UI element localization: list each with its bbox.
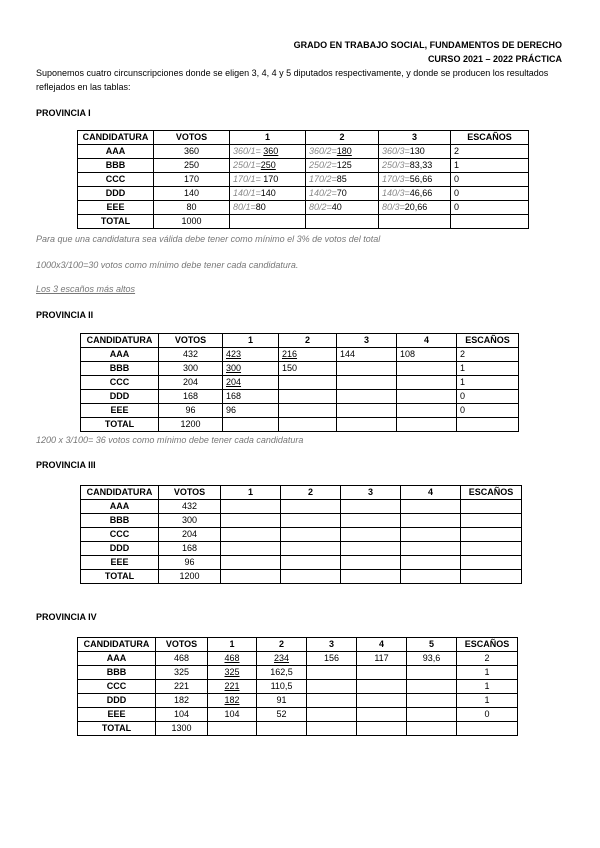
total-label: TOTAL — [81, 418, 159, 432]
divisor-cell: 216 — [279, 348, 337, 362]
col-header: 2 — [306, 131, 379, 145]
seats-cell: 2 — [451, 145, 529, 159]
table-row — [78, 173, 529, 187]
votes-cell: 250 — [154, 159, 230, 173]
seats-cell: 1 — [457, 680, 518, 694]
provincia-1-title: PROVINCIA I — [36, 108, 91, 118]
divisor-cell: 423 — [223, 348, 279, 362]
divisor-cell: 360/3=130 — [379, 145, 451, 159]
provincia-2-table — [80, 333, 519, 432]
divisor-cell: 140/1=140 — [230, 187, 306, 201]
table-row — [81, 390, 519, 404]
seats-cell: 1 — [451, 159, 529, 173]
table-total-row — [78, 722, 518, 736]
candidate-name: DDD — [81, 390, 159, 404]
col-header: 1 — [223, 334, 279, 348]
table-row — [78, 652, 518, 666]
divisor-cell: 325 — [208, 666, 257, 680]
divisor-cell: 250/3=83,33 — [379, 159, 451, 173]
candidate-name: CCC — [81, 528, 159, 542]
votes-cell: 104 — [156, 708, 208, 722]
total-votes: 1200 — [159, 418, 223, 432]
col-header: CANDIDATURA — [78, 638, 156, 652]
seats-cell: 0 — [457, 708, 518, 722]
votes-cell: 300 — [159, 362, 223, 376]
col-header: ESCAÑOS — [457, 334, 519, 348]
total-label: TOTAL — [78, 722, 156, 736]
col-header: 4 — [401, 486, 461, 500]
divisor-cell: 170/1= 170 — [230, 173, 306, 187]
col-header: CANDIDATURA — [81, 486, 159, 500]
votes-cell: 204 — [159, 376, 223, 390]
votes-cell: 325 — [156, 666, 208, 680]
divisor-cell — [397, 390, 457, 404]
divisor-cell: 360/2=180 — [306, 145, 379, 159]
total-votes: 1200 — [159, 570, 221, 584]
header-course-title: GRADO EN TRABAJO SOCIAL, FUNDAMENTOS DE DERECHO — [293, 40, 562, 50]
divisor-cell: 468 — [208, 652, 257, 666]
table-row — [78, 694, 518, 708]
divisor-cell — [337, 376, 397, 390]
divisor-cell: 80/2=40 — [306, 201, 379, 215]
divisor-cell: 93,6 — [407, 652, 457, 666]
header-course-year: CURSO 2021 – 2022 PRÁCTICA — [427, 54, 562, 64]
divisor-cell: 300 — [223, 362, 279, 376]
intro-paragraph: Suponemos cuatro circunscripciones donde se eligen 3, 4, 4 y 5 diputados respectivamente, y donde se producen los resultados reflejados en las tablas: — [36, 68, 549, 92]
divisor-cell: 170/3=56,66 — [379, 173, 451, 187]
seats-cell: 2 — [457, 652, 518, 666]
total-label: TOTAL — [81, 570, 159, 584]
votes-cell: 168 — [159, 390, 223, 404]
divisor-cell — [357, 694, 407, 708]
divisor-cell: 162,5 — [257, 666, 307, 680]
candidate-name: EEE — [81, 556, 159, 570]
total-votes: 1000 — [154, 215, 230, 229]
divisor-cell: 80/1=80 — [230, 201, 306, 215]
divisor-cell — [279, 404, 337, 418]
table-row — [78, 201, 529, 215]
divisor-cell — [337, 404, 397, 418]
candidate-name: BBB — [78, 159, 154, 173]
divisor-cell: 80/3=20,66 — [379, 201, 451, 215]
candidate-name: BBB — [78, 666, 156, 680]
seats-cell: 0 — [451, 201, 529, 215]
table-total-row — [81, 418, 519, 432]
candidate-name: EEE — [78, 201, 154, 215]
total-votes: 1300 — [156, 722, 208, 736]
col-header: VOTOS — [159, 334, 223, 348]
seats-cell: 1 — [457, 694, 518, 708]
divisor-cell: 104 — [208, 708, 257, 722]
provincia-4-table — [77, 637, 518, 736]
votes-cell: 140 — [154, 187, 230, 201]
table-row — [78, 680, 518, 694]
divisor-cell: 168 — [223, 390, 279, 404]
table-row — [78, 666, 518, 680]
document-header — [294, 38, 562, 66]
votes-cell: 168 — [159, 542, 221, 556]
divisor-cell: 52 — [257, 708, 307, 722]
seats-cell: 0 — [451, 173, 529, 187]
divisor-cell — [337, 362, 397, 376]
col-header: ESCAÑOS — [451, 131, 529, 145]
col-header: 5 — [407, 638, 457, 652]
col-header: VOTOS — [156, 638, 208, 652]
candidate-name: DDD — [81, 542, 159, 556]
col-header: 1 — [230, 131, 306, 145]
provincia-1-table — [77, 130, 529, 229]
divisor-cell: 140/2=70 — [306, 187, 379, 201]
votes-cell: 468 — [156, 652, 208, 666]
col-header: 4 — [397, 334, 457, 348]
divisor-cell: 140/3=46,66 — [379, 187, 451, 201]
divisor-cell — [407, 666, 457, 680]
col-header: 2 — [279, 334, 337, 348]
candidate-name: CCC — [78, 173, 154, 187]
note-highest-seats: Los 3 escaños más altos — [36, 284, 136, 294]
candidate-name: DDD — [78, 187, 154, 201]
col-header: CANDIDATURA — [78, 131, 154, 145]
divisor-cell: 250/2=125 — [306, 159, 379, 173]
col-header: 3 — [379, 131, 451, 145]
divisor-cell — [397, 376, 457, 390]
divisor-cell: 360/1= 360 — [230, 145, 306, 159]
table-row — [81, 542, 522, 556]
col-header: 2 — [257, 638, 307, 652]
table-row — [81, 376, 519, 390]
candidate-name: AAA — [81, 348, 159, 362]
table-row — [81, 528, 522, 542]
divisor-cell — [307, 708, 357, 722]
col-header: 3 — [307, 638, 357, 652]
votes-cell: 221 — [156, 680, 208, 694]
votes-cell: 300 — [159, 514, 221, 528]
table-header-row — [78, 638, 518, 652]
table-total-row — [78, 215, 529, 229]
provincia-3-title: PROVINCIA III — [36, 460, 96, 470]
seats-cell: 0 — [457, 390, 519, 404]
divisor-cell — [279, 376, 337, 390]
divisor-cell — [407, 708, 457, 722]
provincia-4-title: PROVINCIA IV — [36, 612, 97, 622]
votes-cell: 80 — [154, 201, 230, 215]
votes-cell: 170 — [154, 173, 230, 187]
table-header-row — [81, 486, 522, 500]
table-row — [81, 556, 522, 570]
candidate-name: AAA — [78, 652, 156, 666]
candidate-name: BBB — [81, 514, 159, 528]
col-header: 3 — [337, 334, 397, 348]
divisor-cell: 182 — [208, 694, 257, 708]
note-minimum-votes: 1000x3/100=30 votos como mínimo debe tener cada candidatura. — [36, 260, 299, 270]
col-header: VOTOS — [154, 131, 230, 145]
col-header: VOTOS — [159, 486, 221, 500]
divisor-cell: 250/1=250 — [230, 159, 306, 173]
table-total-row — [81, 570, 522, 584]
divisor-cell — [357, 708, 407, 722]
seats-cell: 1 — [457, 362, 519, 376]
seats-cell: 0 — [457, 404, 519, 418]
candidate-name: BBB — [81, 362, 159, 376]
divisor-cell — [397, 362, 457, 376]
col-header: 2 — [281, 486, 341, 500]
divisor-cell: 234 — [257, 652, 307, 666]
col-header: ESCAÑOS — [461, 486, 522, 500]
divisor-cell — [307, 694, 357, 708]
col-header: 1 — [208, 638, 257, 652]
divisor-cell: 156 — [307, 652, 357, 666]
candidate-name: EEE — [81, 404, 159, 418]
divisor-cell — [307, 680, 357, 694]
seats-cell: 1 — [457, 666, 518, 680]
table-row — [78, 708, 518, 722]
votes-cell: 360 — [154, 145, 230, 159]
divisor-cell: 91 — [257, 694, 307, 708]
divisor-cell — [357, 666, 407, 680]
divisor-cell — [407, 680, 457, 694]
divisor-cell — [407, 694, 457, 708]
divisor-cell — [307, 666, 357, 680]
table-header-row — [78, 131, 529, 145]
table-row — [81, 362, 519, 376]
total-label: TOTAL — [78, 215, 154, 229]
candidate-name: AAA — [78, 145, 154, 159]
votes-cell: 96 — [159, 404, 223, 418]
divisor-cell: 204 — [223, 376, 279, 390]
divisor-cell: 150 — [279, 362, 337, 376]
note-minimum-percent: Para que una candidatura sea válida debe tener como mínimo el 3% de votos del total — [36, 234, 381, 244]
candidate-name: DDD — [78, 694, 156, 708]
divisor-cell: 144 — [337, 348, 397, 362]
table-row — [81, 500, 522, 514]
divisor-cell — [357, 680, 407, 694]
divisor-cell: 221 — [208, 680, 257, 694]
divisor-cell — [279, 390, 337, 404]
votes-cell: 96 — [159, 556, 221, 570]
table-row — [81, 348, 519, 362]
table-row — [81, 404, 519, 418]
candidate-name: CCC — [78, 680, 156, 694]
votes-cell: 432 — [159, 500, 221, 514]
seats-cell: 2 — [457, 348, 519, 362]
votes-cell: 182 — [156, 694, 208, 708]
divisor-cell: 110,5 — [257, 680, 307, 694]
divisor-cell: 108 — [397, 348, 457, 362]
candidate-name: CCC — [81, 376, 159, 390]
table-header-row — [81, 334, 519, 348]
col-header: 4 — [357, 638, 407, 652]
votes-cell: 204 — [159, 528, 221, 542]
col-header: ESCAÑOS — [457, 638, 518, 652]
divisor-cell — [337, 390, 397, 404]
candidate-name: AAA — [81, 500, 159, 514]
table-row — [78, 187, 529, 201]
provincia-2-title: PROVINCIA II — [36, 310, 94, 320]
candidate-name: EEE — [78, 708, 156, 722]
col-header: CANDIDATURA — [81, 334, 159, 348]
table-row — [78, 145, 529, 159]
votes-cell: 432 — [159, 348, 223, 362]
divisor-cell — [397, 404, 457, 418]
divisor-cell: 117 — [357, 652, 407, 666]
note-minimum-votes: 1200 x 3/100= 36 votos como mínimo debe tener cada candidatura — [36, 435, 304, 445]
seats-cell: 1 — [457, 376, 519, 390]
col-header: 3 — [341, 486, 401, 500]
divisor-cell: 96 — [223, 404, 279, 418]
divisor-cell: 170/2=85 — [306, 173, 379, 187]
table-row — [81, 514, 522, 528]
table-row — [78, 159, 529, 173]
seats-cell: 0 — [451, 187, 529, 201]
col-header: 1 — [221, 486, 281, 500]
provincia-3-table — [80, 485, 522, 584]
